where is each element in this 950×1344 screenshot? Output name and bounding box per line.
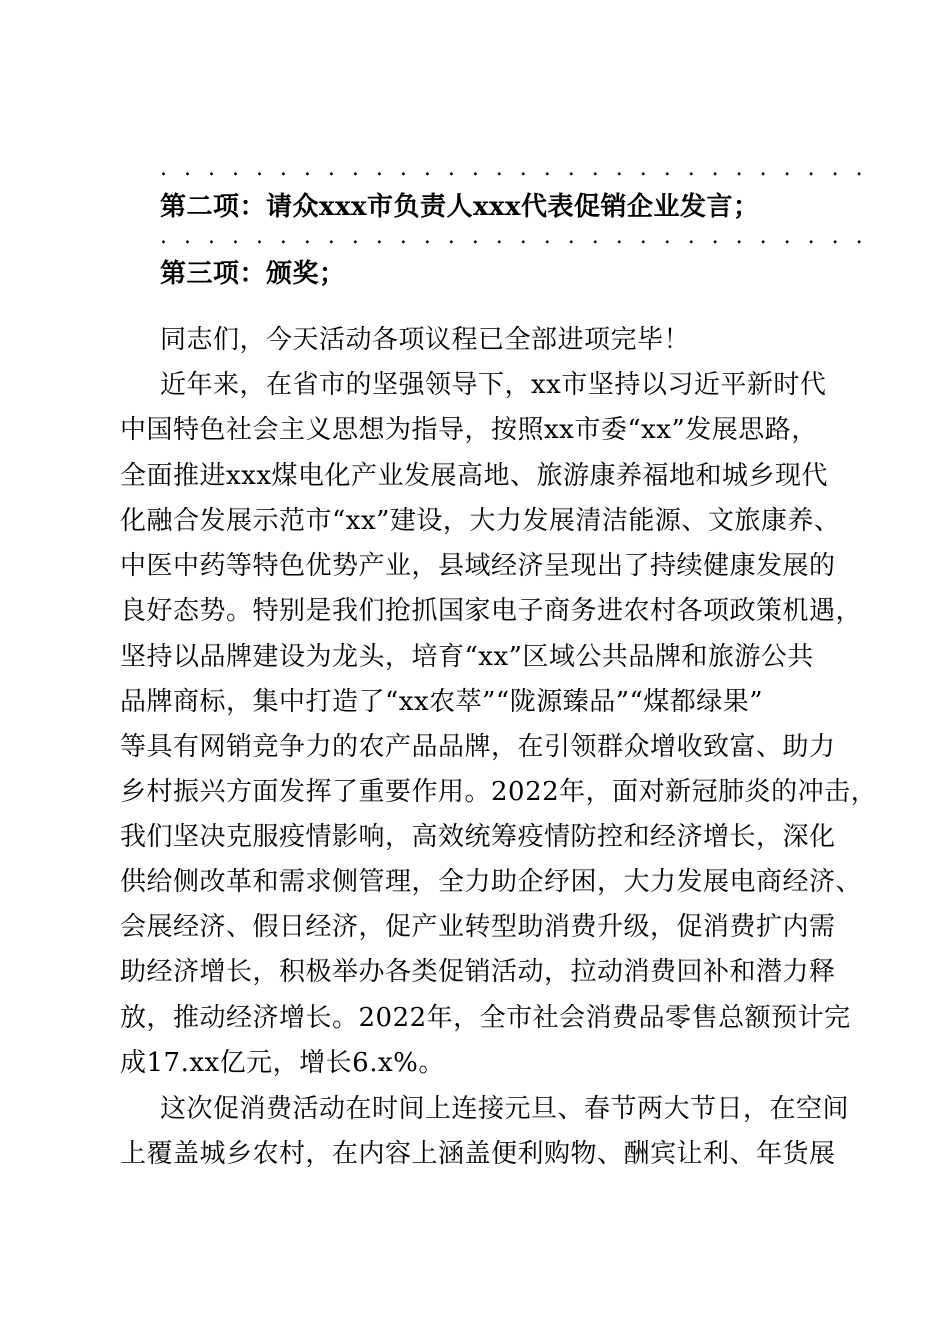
paragraph-line: 放，推动经济增长。2022年，全市社会消费品零售总额预计完 [120, 1003, 851, 1033]
paragraph-line: 近年来，在省市的坚强领导下，xx市坚持以习近平新时代 [160, 370, 827, 400]
paragraph-line: 中医中药等特色优势产业，县域经济呈现出了持续健康发展的 [120, 551, 836, 581]
agenda-dots-2: . . . . . . . . . . . . . . . . . . . . . . . . . . . . . . [160, 224, 868, 249]
paragraph-line: 上覆盖城乡农村，在内容上涵盖便利购物、酬宾让利、年货展 [120, 1139, 836, 1169]
paragraph-line: 成17.xx亿元，增长6.x%。 [120, 1048, 445, 1078]
paragraph-line: 这次促消费活动在时间上连接元旦、春节两大节日，在空间 [160, 1094, 850, 1124]
paragraph-line: 助经济增长，积极举办各类促销活动，拉动消费回补和潜力释 [120, 957, 836, 987]
paragraph-line: 我们坚决克服疫情影响，高效统筹疫情防控和经济增长，深化 [120, 822, 836, 852]
paragraph-line: 坚持以品牌建设为龙头，培育“xx”区域公共品牌和旅游公共 [120, 642, 814, 672]
paragraph-line: 供给侧改革和需求侧管理，全力助企纾困，大力发展电商经济、 [120, 867, 863, 897]
paragraph-line: 中国特色社会主义思想为指导，按照xx市委“xx”发展思路， [120, 415, 818, 445]
closing-sentence: 同志们，今天活动各项议程已全部进项完毕！ [160, 325, 691, 355]
paragraph-line: 品牌商标，集中打造了“xx农萃”“陇源臻品”“煤都绿果” [120, 687, 764, 717]
paragraph-line: 全面推进xxx煤电化产业发展高地、旅游康养福地和城乡现代 [120, 461, 828, 491]
paragraph-line: 化融合发展示范市“xx”建设，大力发展清洁能源、文旅康养、 [120, 506, 841, 536]
paragraph-line: 良好态势。特别是我们抢抓国家电子商务进农村各项政策机遇， [120, 596, 863, 626]
paragraph-line: 会展经济、假日经济，促产业转型助消费升级，促消费扩内需 [120, 912, 836, 942]
agenda-item-3: 第三项：颁奖； [160, 259, 346, 289]
paragraph-line: 等具有网销竞争力的农产品品牌，在引领群众增收致富、助力 [120, 732, 836, 762]
agenda-dots-1: . . . . . . . . . . . . . . . . . . . . . . . . . . . . . . [160, 156, 868, 181]
paragraph-line: 乡村振兴方面发挥了重要作用。2022年，面对新冠肺炎的冲击， [120, 777, 878, 807]
agenda-item-2: 第二项：请众xxx市负责人xxx代表促销企业发言； [160, 192, 760, 222]
